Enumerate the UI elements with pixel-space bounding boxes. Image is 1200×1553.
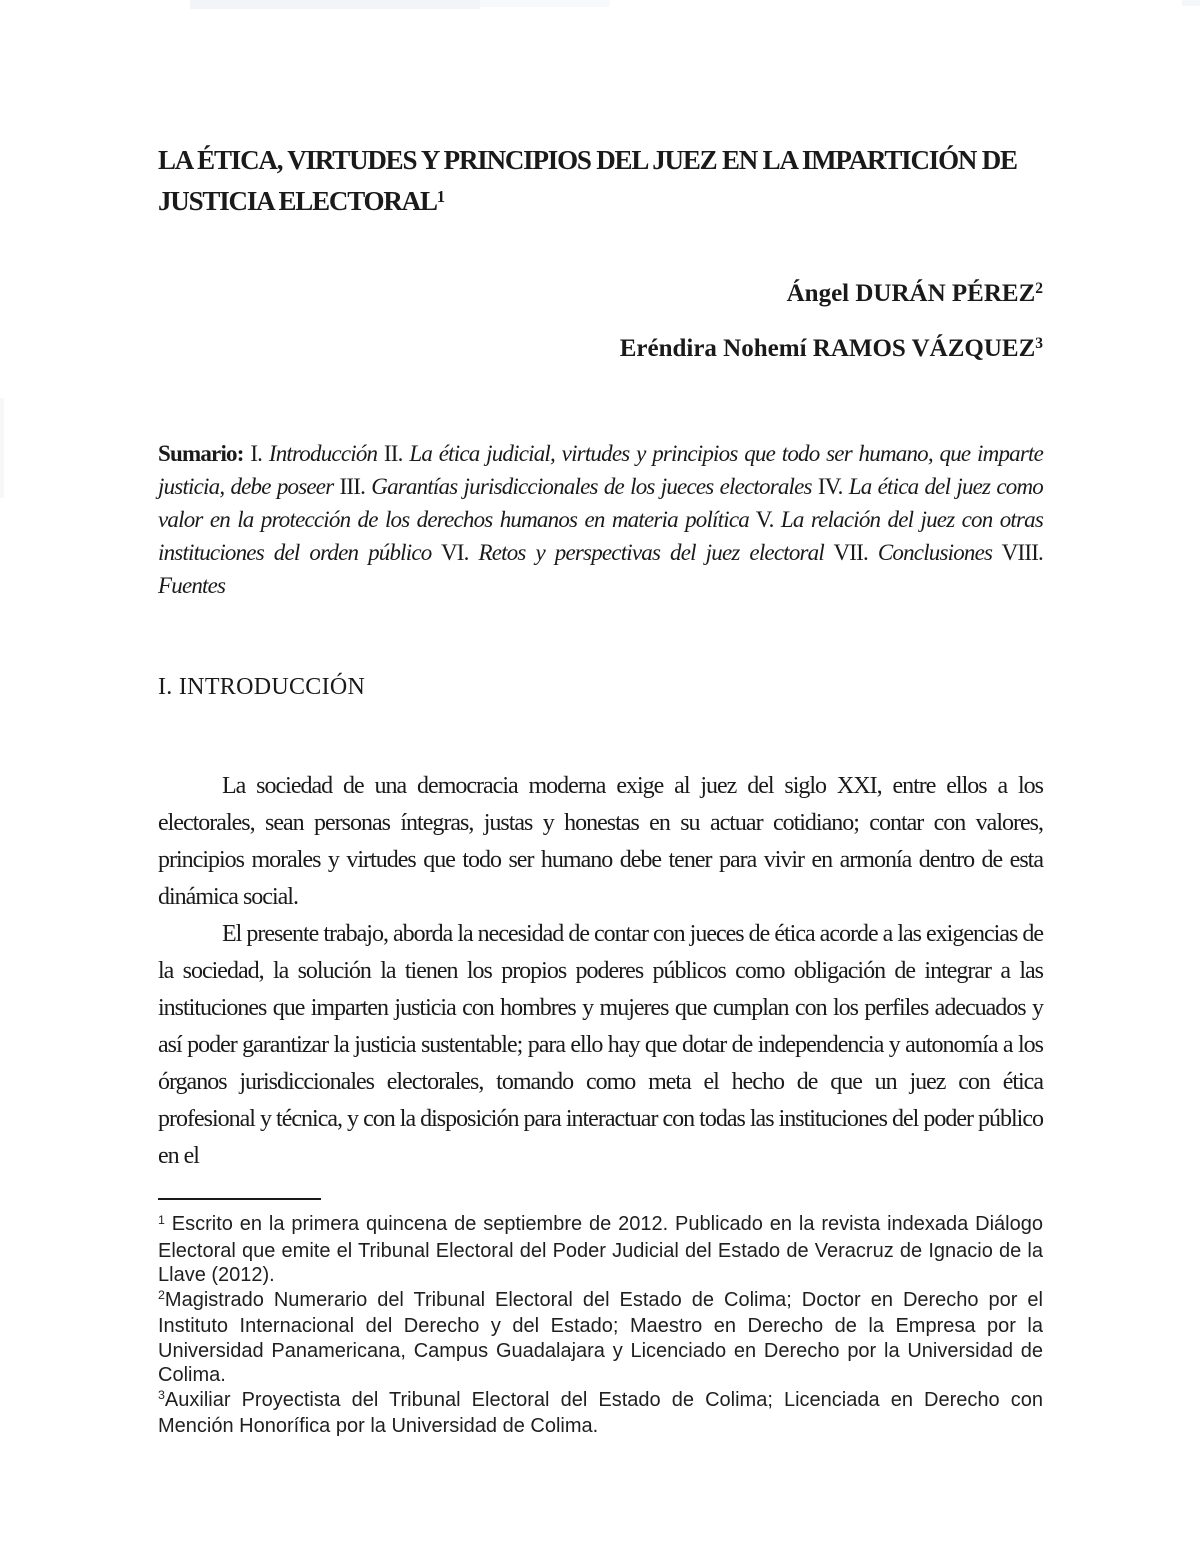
scan-artifact-left-edge [0, 398, 4, 498]
scan-artifact-top-right [1182, 0, 1200, 6]
footnote-3: $^3$Auxiliar Proyectista del Tribunal Electoral del Estado de Colima; Licenciada en Derecho con Mención Honorífica por la Universidad de Colima. [158, 1388, 1043, 1437]
footnote-2: $^2$Magistrado Numerario del Tribunal Electoral del Estado de Colima; Doctor en Derecho por el Instituto Internacional del Derecho y del Estado; Maestro en Derecho de la Empresa por la Universidad Panamericana, Campus Guadalajara y Licenciado en Derecho por la Universidad de Colima. [158, 1288, 1043, 1386]
footnote-separator-rule [158, 1198, 321, 1200]
section-heading-introduction: I. INTRODUCCIÓN [158, 674, 366, 700]
scan-artifact-top-left [190, 0, 480, 9]
summary-paragraph: Sumario: I. Introducción II. La ética judicial, virtudes y principios que todo ser humano, que imparte justicia, debe poseer III. Garantías jurisdiccionales de los jueces electorales IV. La ética del juez como valor en la protección de los derechos humanos en materia política V. La relación del juez con otras instituciones del orden público VI. Retos y perspectivas del juez electoral VII. Conclusiones VIII. Fuentes [158, 441, 1044, 598]
scan-artifact-top-mid [480, 0, 610, 7]
footnotes-section [158, 1198, 1043, 1439]
body-paragraph-2: El presente trabajo, aborda la necesidad de contar con jueces de ética acorde a las exigencias de la sociedad, la solución la tienen los propios poderes públicos como obligación de integrar a las instituciones que imparten justicia con hombres y mujeres que cumplan con los perfiles adecuados y así poder garantizar la justicia sustentable; para ello hay que dotar de independencia y autonomía a los órganos jurisdiccionales electorales, tomando como meta el hecho de que un juez con ética profesional y técnica, y con la disposición para interactuar con todas las instituciones del poder público en el [158, 921, 1043, 1169]
body-paragraph-1: La sociedad de una democracia moderna exige al juez del siglo XXI, entre ellos a los electorales, sean personas íntegras, justas y honestas en su actuar cotidiano; contar con valores, principios morales y virtudes que todo ser humano debe tener para vivir en armonía dentro de esta dinámica social. [158, 773, 1043, 910]
page-title: LA ÉTICA, VIRTUDES Y PRINCIPIOS DEL JUEZ EN LA IMPARTICIÓN DE JUSTICIA ELECTORAL$^1$ [158, 145, 1017, 216]
authors-block [158, 279, 1043, 367]
author-2: Eréndira Nohemí RAMOS VÁZQUEZ$^3$ [619, 335, 1043, 362]
footnote-1: $^1$ Escrito en la primera quincena de septiembre de 2012. Publicado en la revista indexada Diálogo Electoral que emite el Tribunal Electoral del Poder Judicial del Estado de Veracruz de Ignacio de la Llave (2012). [158, 1212, 1043, 1286]
author-1: Ángel DURÁN PÉREZ$^2$ [786, 280, 1043, 307]
